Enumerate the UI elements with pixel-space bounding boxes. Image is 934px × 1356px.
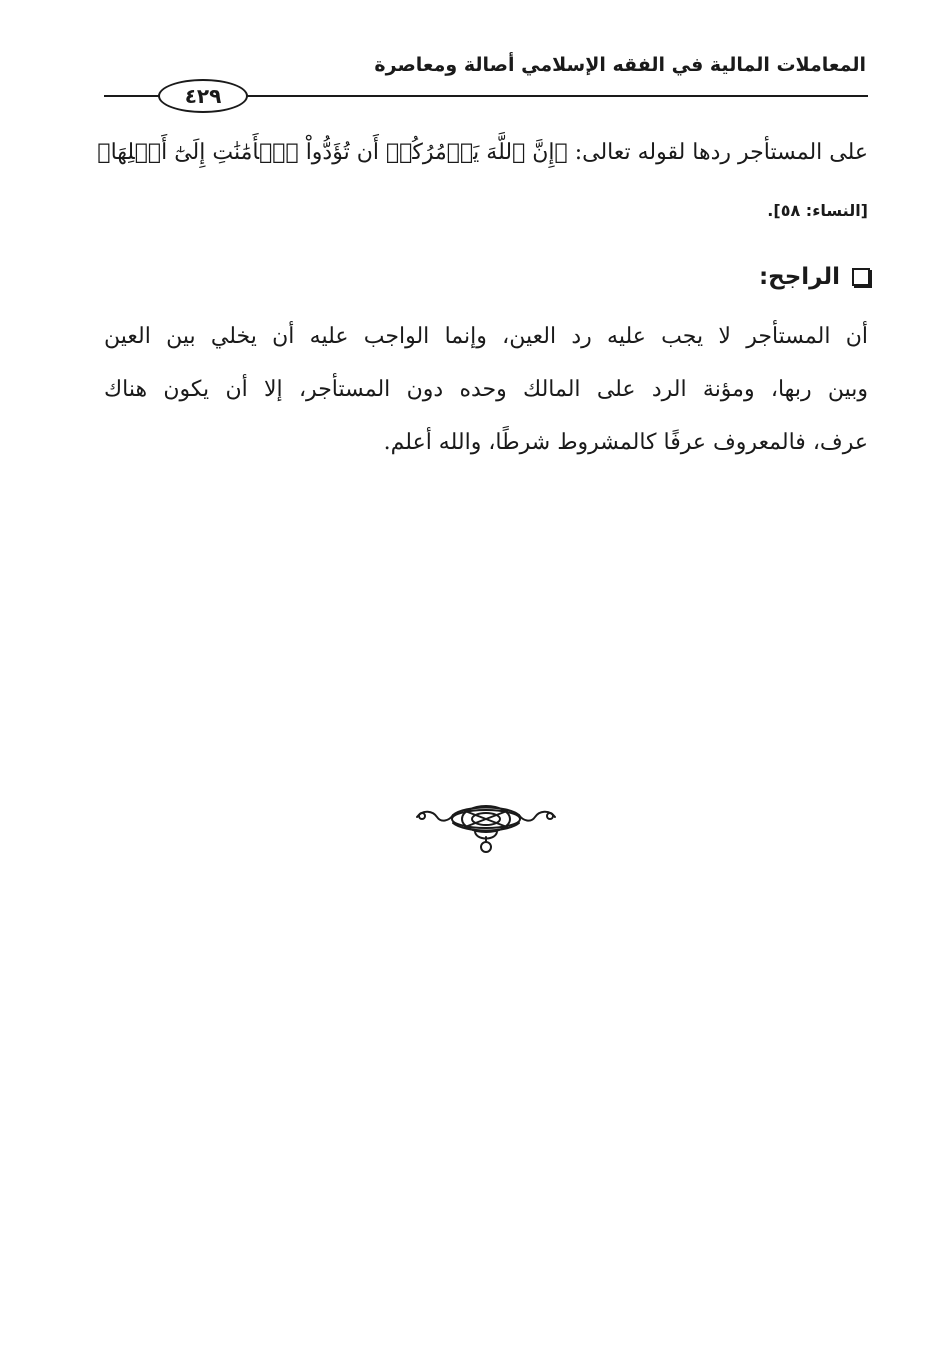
verse-citation: [النساء: ٥٨]. <box>767 201 868 220</box>
paragraph-line-3: عرف، فالمعروف عرفًا كالمشروط شرطًا، والله أعلم. <box>383 430 868 455</box>
paragraph-line-2: وبين ربها، ومؤنة الرد على المالك وحده دون المستأجر، إلا أن يكون هناك <box>104 377 868 402</box>
quran-verse: ﴿إِنَّ ٱللَّهَ يَأۡمُرُكُمۡ أَن تُؤَدُّواْ ٱلۡأَمَٰنَٰتِ إِلَىٰٓ أَهۡلِهَا﴾ <box>97 140 568 165</box>
square-box-icon <box>852 268 870 286</box>
running-header-title: المعاملات المالية في الفقه الإسلامي أصالة ومعاصرة <box>374 54 866 76</box>
intro-line <box>97 140 868 165</box>
end-ornament-icon <box>413 801 559 861</box>
citation-line <box>767 197 868 222</box>
section-heading-text: الراجح: <box>758 264 840 290</box>
intro-text: على المستأجر ردها لقوله تعالى: <box>567 140 868 165</box>
page-number-text: ٤٢٩ <box>184 84 222 108</box>
section-heading <box>759 264 870 290</box>
paragraph-line-1: أن المستأجر لا يجب عليه رد العين، وإنما الواجب عليه أن يخلي بين العين <box>104 324 868 349</box>
page-number <box>158 79 248 113</box>
